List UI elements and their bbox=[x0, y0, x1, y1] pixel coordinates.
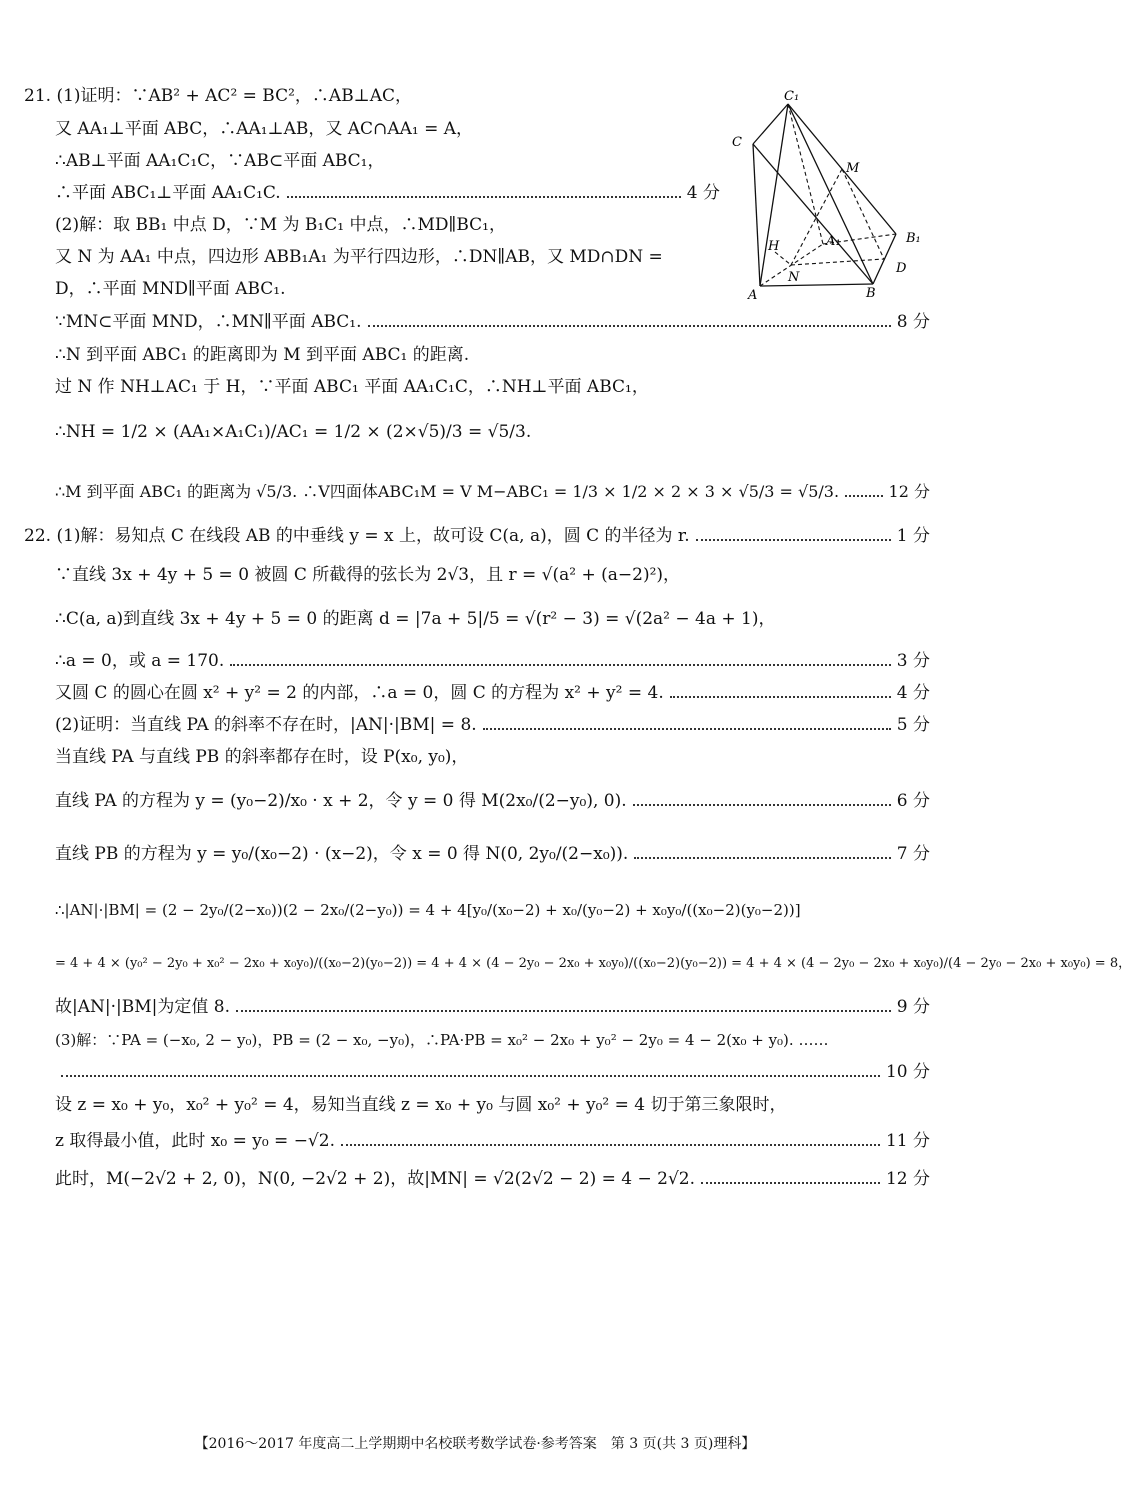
page-footer: 【2016～2017 年度高二上学期期中名校联考数学试卷·参考答案 第 3 页(共 3 页)理科】 bbox=[194, 1436, 756, 1452]
q22-text-8: 直线 PA 的方程为 y = (y₀−2)/x₀ · x + 2，令 y = 0 得 M(2x₀/(2−y₀), 0). bbox=[55, 791, 627, 811]
leader-dots bbox=[368, 325, 891, 327]
q22-line-10 bbox=[55, 896, 915, 924]
q22-text-17: 此时，M(−2√2 + 2, 0)，N(0, −2√2 + 2)，故|MN| = √2(2√2 − 2) = 4 − 2√2. bbox=[55, 1169, 696, 1189]
q21-line-7 bbox=[55, 275, 695, 303]
label-b: B bbox=[866, 286, 876, 301]
q21-text-10: 过 N 作 NH⊥AC₁ 于 H，∵平面 ABC₁ 平面 AA₁C₁C，∴NH⊥平面 ABC₁， bbox=[55, 377, 649, 397]
q21-line-8 bbox=[55, 308, 930, 336]
edge-m-n bbox=[791, 169, 842, 265]
label-c1: C₁ bbox=[784, 89, 800, 104]
leader-dots bbox=[633, 804, 891, 806]
q21-line-9 bbox=[55, 341, 855, 369]
q22-line-5 bbox=[55, 679, 930, 707]
leader-dots bbox=[634, 857, 890, 859]
q22-line-11 bbox=[55, 950, 1131, 978]
leader-dots bbox=[61, 1075, 880, 1077]
q22-text-4: ∴a = 0，或 a = 170. bbox=[55, 651, 225, 671]
q22-line-6 bbox=[55, 711, 930, 739]
q21-text-11: ∴NH = 1/2 × (AA₁×A₁C₁)/AC₁ = 1/2 × (2×√5)/3 = √5/3. bbox=[55, 422, 532, 442]
q21-line-6 bbox=[55, 243, 715, 271]
q21-line-5 bbox=[55, 211, 695, 239]
q22-line-16 bbox=[55, 1127, 930, 1155]
label-a1: A₁ bbox=[826, 234, 841, 249]
q22-line-14 bbox=[55, 1058, 930, 1086]
label-n: N bbox=[788, 270, 800, 285]
leader-dots bbox=[845, 495, 882, 497]
edge-c-a bbox=[753, 144, 760, 286]
score-5: 5 分 bbox=[896, 715, 930, 735]
q22-text-11: = 4 + 4 × (y₀² − 2y₀ + x₀² − 2x₀ + x₀y₀)/((x₀−2)(y₀−2)) = 4 + 4 × (4 − 2y₀ − 2x₀ + x₀y₀)/((x₀−2)(y₀−2)) = 4 + 4 × (4 − 2y₀ − 2x₀ + x₀y₀)/(4 − 2y₀ − 2x₀ + x₀y₀) = 8， bbox=[55, 956, 1131, 971]
q21-line-2 bbox=[55, 115, 695, 143]
q21-line-12 bbox=[55, 478, 930, 506]
q22-text-12: 故|AN|·|BM|为定值 8. bbox=[55, 997, 230, 1017]
score-1: 1 分 bbox=[896, 526, 930, 546]
q21-line-4 bbox=[55, 179, 720, 207]
q21-line-11 bbox=[55, 418, 875, 446]
q22-line-17 bbox=[55, 1165, 930, 1193]
q22-text-1: 22. (1)解：易知点 C 在线段 AB 的中垂线 y = x 上，故可设 C(a, a)，圆 C 的半径为 r. bbox=[24, 526, 690, 546]
leader-dots bbox=[341, 1144, 880, 1146]
leader-dots bbox=[287, 196, 681, 198]
q22-text-16: z 取得最小值，此时 x₀ = y₀ = −√2. bbox=[55, 1131, 335, 1151]
q22-line-2 bbox=[55, 561, 915, 589]
edge-a-b bbox=[760, 284, 873, 286]
q22-text-3: ∴C(a, a)到直线 3x + 4y + 5 = 0 的距离 d = |7a + 5|/5 = √(r² − 3) = √(2a² − 4a + 1)， bbox=[55, 609, 776, 629]
label-c: C bbox=[732, 135, 742, 150]
score-4b: 4 分 bbox=[896, 683, 930, 703]
score-3: 3 分 bbox=[896, 651, 930, 671]
prism-figure bbox=[728, 84, 928, 309]
score-9: 9 分 bbox=[896, 997, 930, 1017]
q22-text-2: ∵直线 3x + 4y + 5 = 0 被圆 C 所截得的弦长为 2√3，且 r = √(a² + (a−2)²)， bbox=[55, 565, 681, 585]
q22-line-1 bbox=[24, 522, 930, 550]
q21-line-10 bbox=[55, 373, 875, 401]
score-7: 7 分 bbox=[896, 844, 930, 864]
q21-text-5: (2)解：取 BB₁ 中点 D，∵M 为 B₁C₁ 中点，∴MD∥BC₁， bbox=[55, 215, 506, 235]
q22-text-10: ∴|AN|·|BM| = (2 − 2y₀/(2−x₀))(2 − 2x₀/(2−y₀)) = 4 + 4[y₀/(x₀−2) + x₀/(y₀−2) + x₀y₀/((x₀−2)(y₀−2))] bbox=[55, 901, 801, 919]
q22-line-4 bbox=[55, 647, 930, 675]
leader-dots bbox=[230, 664, 891, 666]
label-b1: B₁ bbox=[906, 231, 921, 246]
score-12b: 12 分 bbox=[885, 1169, 930, 1189]
score-10: 10 分 bbox=[885, 1062, 930, 1082]
q22-text-13: (3)解：∵PA = (−x₀, 2 − y₀)，PB = (2 − x₀, −y₀)，∴PA·PB = x₀² − 2x₀ + y₀² − 2y₀ = 4 − 2(x₀ + y₀). …… bbox=[55, 1031, 829, 1049]
q22-line-8 bbox=[55, 787, 930, 815]
label-h: H bbox=[768, 239, 780, 254]
q21-text-3: ∴AB⊥平面 AA₁C₁C，∵AB⊂平面 ABC₁， bbox=[55, 151, 385, 171]
score-11: 11 分 bbox=[885, 1131, 930, 1151]
q21-text-1: 21. (1)证明：∵AB² + AC² = BC²，∴AB⊥AC， bbox=[24, 86, 412, 106]
q22-text-7: 当直线 PA 与直线 PB 的斜率都存在时，设 P(x₀, y₀)， bbox=[55, 747, 469, 767]
q21-text-8: ∵MN⊂平面 MND，∴MN∥平面 ABC₁. bbox=[55, 312, 362, 332]
q21-line-3 bbox=[55, 147, 695, 175]
label-a: A bbox=[748, 288, 758, 303]
q22-line-12 bbox=[55, 993, 930, 1021]
q22-line-9 bbox=[55, 840, 930, 868]
q21-line-1 bbox=[24, 82, 704, 110]
leader-dots bbox=[670, 696, 891, 698]
score-6: 6 分 bbox=[896, 791, 930, 811]
q21-text-7: D，∴平面 MND∥平面 ABC₁. bbox=[55, 279, 286, 299]
score-4: 4 分 bbox=[686, 183, 720, 203]
q22-text-6: (2)证明：当直线 PA 的斜率不存在时，|AN|·|BM| = 8. bbox=[55, 715, 477, 735]
score-12: 12 分 bbox=[888, 482, 930, 501]
q21-text-9: ∴N 到平面 ABC₁ 的距离即为 M 到平面 ABC₁ 的距离. bbox=[55, 345, 470, 365]
leader-dots bbox=[236, 1010, 891, 1012]
q22-line-15 bbox=[55, 1091, 915, 1119]
q21-text-2: 又 AA₁⊥平面 ABC，∴AA₁⊥AB，又 AC∩AA₁ = A， bbox=[55, 119, 474, 139]
edge-n-d bbox=[791, 259, 884, 265]
q21-text-12: ∴M 到平面 ABC₁ 的距离为 √5/3. ∴V四面体ABC₁M = V M−ABC₁ = 1/3 × 1/2 × 2 × 3 × √5/3 = √5/3. bbox=[55, 482, 840, 501]
q21-text-4: ∴平面 ABC₁⊥平面 AA₁C₁C. bbox=[55, 183, 281, 203]
leader-dots bbox=[483, 728, 891, 730]
label-m: M bbox=[846, 161, 860, 176]
q22-text-9: 直线 PB 的方程为 y = y₀/(x₀−2) · (x−2)，令 x = 0 得 N(0, 2y₀/(2−x₀)). bbox=[55, 844, 629, 864]
edge-m-d bbox=[842, 169, 884, 259]
edge-c1-b bbox=[788, 104, 873, 284]
leader-dots bbox=[701, 1182, 880, 1184]
q22-text-5: 又圆 C 的圆心在圆 x² + y² = 2 的内部，∴a = 0，圆 C 的方程为 x² + y² = 4. bbox=[55, 683, 664, 703]
q21-text-6: 又 N 为 AA₁ 中点，四边形 ABB₁A₁ 为平行四边形，∴DN∥AB，又 MD∩DN = bbox=[55, 247, 663, 267]
q22-line-7 bbox=[55, 743, 915, 771]
q22-line-3 bbox=[55, 605, 915, 633]
leader-dots bbox=[696, 539, 891, 541]
label-d: D bbox=[896, 261, 907, 276]
q22-text-15: 设 z = x₀ + y₀，x₀² + y₀² = 4，易知当直线 z = x₀ + y₀ 与圆 x₀² + y₀² = 4 切于第三象限时， bbox=[55, 1095, 787, 1115]
score-8: 8 分 bbox=[896, 312, 930, 332]
q22-line-13 bbox=[55, 1026, 915, 1054]
